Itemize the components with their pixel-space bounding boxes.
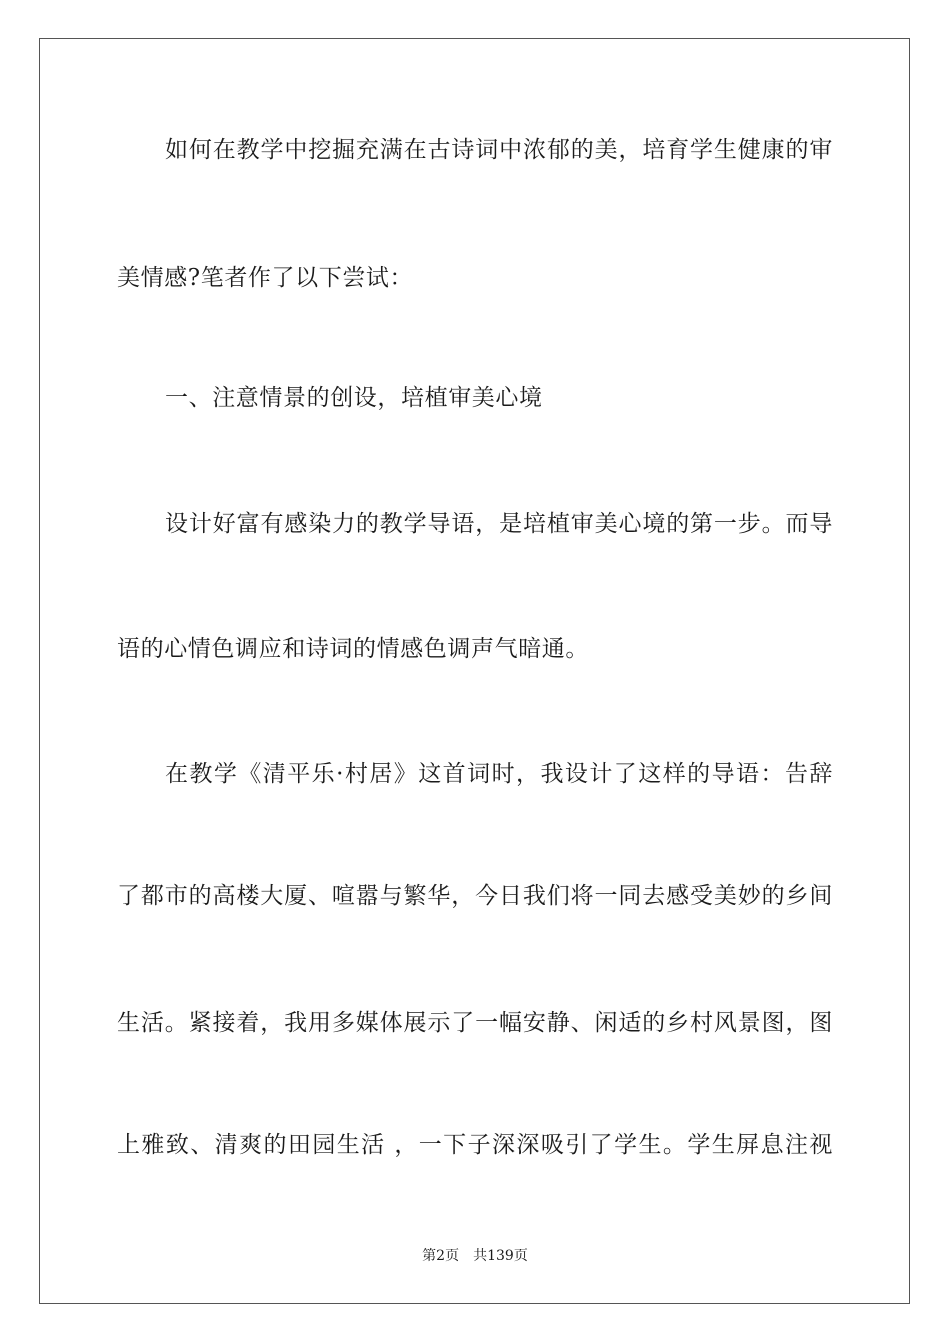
paragraph-line: 如何在教学中挖掘充满在古诗词中浓郁的美，培育学生健康的审 (165, 137, 833, 163)
page-total: 共139页 (473, 1248, 528, 1264)
paragraph-line: 美情感?笔者作了以下尝试： (117, 265, 414, 291)
page-footer (0, 1247, 950, 1265)
paragraph-line: 上雅致、清爽的田园生活 ，一下子深深吸引了学生。学生屏息注视 (117, 1132, 833, 1158)
paragraph-line: 了都市的高楼大厦、喧嚣与繁华，今日我们将一同去感受美妙的乡间 (117, 883, 833, 909)
page-number: 第2页 (422, 1248, 460, 1264)
paragraph-line: 设计好富有感染力的教学导语，是培植审美心境的第一步。而导 (165, 511, 833, 537)
paragraph-line: 语的心情色调应和诗词的情感色调声气暗通。 (117, 636, 589, 662)
paragraph-line: 在教学《清平乐·村居》这首词时，我设计了这样的导语：告辞 (165, 761, 833, 787)
paragraph-line: 生活。紧接着，我用多媒体展示了一幅安静、闲适的乡村风景图，图 (117, 1010, 833, 1036)
page-border (39, 38, 910, 1304)
section-heading: 一、注意情景的创设，培植审美心境 (165, 385, 543, 411)
